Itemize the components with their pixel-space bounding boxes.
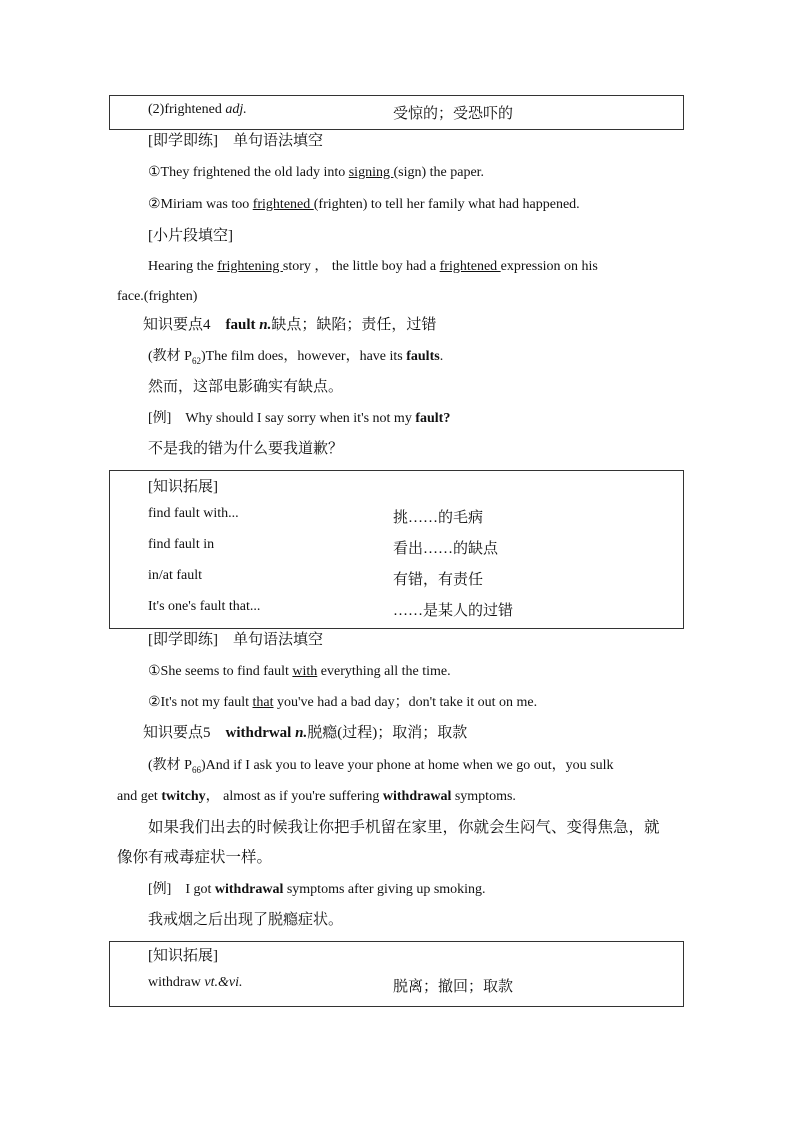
phrase-row: in/at fault 有错，有责任	[148, 568, 484, 588]
knowledge-point-4-title: 知识要点4 fault n.缺点；缺陷；责任，过错	[143, 317, 437, 333]
answer-blank: frightened	[439, 259, 501, 274]
snippet-header: [小片段填空]	[148, 228, 233, 244]
definition: 受惊的；受恐吓的	[393, 106, 514, 122]
snippet-line-1: Hearing the frightening story ， the little boy had a frightened expression on his	[148, 259, 598, 274]
textbook-translation-line-2: 像你有戒毒症状一样。	[117, 849, 273, 866]
knowledge-expansion-box	[109, 470, 684, 629]
practice-sentence-2: ②It's not my fault that you've had a bad day；don't take it out on me.	[148, 695, 538, 710]
example-sentence: [例] I got withdrawal symptoms after giving up smoking.	[148, 882, 486, 897]
textbook-translation: 然而，这部电影确实有缺点。	[148, 379, 344, 395]
textbook-quote-line-1: (教材 $P_{66})And$ if I ask you to leave your phone at home when we go out，you sulk	[148, 758, 614, 775]
answer-blank: that	[252, 695, 274, 710]
snippet-line-2: face.(frighten)	[117, 289, 198, 304]
box-header: [知识拓展]	[148, 948, 218, 964]
knowledge-point-5-title: 知识要点5 withdrwal n.脱瘾(过程)；取消；取款	[143, 725, 468, 741]
textbook-quote: (教材 $P_{62})The$ film does，however，have its faults.	[148, 349, 444, 366]
example-translation: 我戒烟之后出现了脱瘾症状。	[148, 912, 344, 928]
term: (2)frightened adj.	[148, 102, 247, 117]
phrase-row: find fault with... 挑……的毛病	[148, 506, 484, 526]
vocab-box-frightened	[109, 95, 684, 130]
knowledge-expansion-box	[109, 941, 684, 1007]
practice-sentence-1: ①She seems to find fault with everything all the time.	[148, 664, 451, 679]
box-header: [知识拓展]	[148, 479, 218, 495]
practice-sentence-2: ②Miriam was too frightened (frighten) to tell her family what had happened.	[148, 197, 580, 212]
answer-blank: signing	[348, 165, 394, 180]
answer-blank: with	[292, 664, 318, 679]
practice-sentence-1: ①They frightened the old lady into signing (sign) the paper.	[148, 165, 485, 180]
practice-header: [即学即练] 单句语法填空	[148, 632, 323, 648]
example-translation: 不是我的错为什么要我道歉？	[148, 441, 344, 457]
phrase-row: It's one's fault that... ……是某人的过错	[148, 599, 514, 619]
phrase-row: find fault in 看出……的缺点	[148, 537, 499, 557]
phrase-row: withdraw vt.&vi. 脱离；撤回；取款	[148, 975, 514, 995]
practice-header: [即学即练] 单句语法填空	[148, 133, 323, 149]
example-sentence: [例] Why should I say sorry when it's not my fault?	[148, 411, 451, 426]
answer-blank: frightened	[252, 197, 314, 212]
textbook-translation-line-1: 如果我们出去的时候我让你把手机留在家里，你就会生闷气、变得焦急，就	[148, 819, 660, 836]
textbook-quote-line-2: and get twitchy， almost as if you're suffering withdrawal symptoms.	[117, 789, 516, 804]
answer-blank: frightening	[217, 259, 283, 274]
